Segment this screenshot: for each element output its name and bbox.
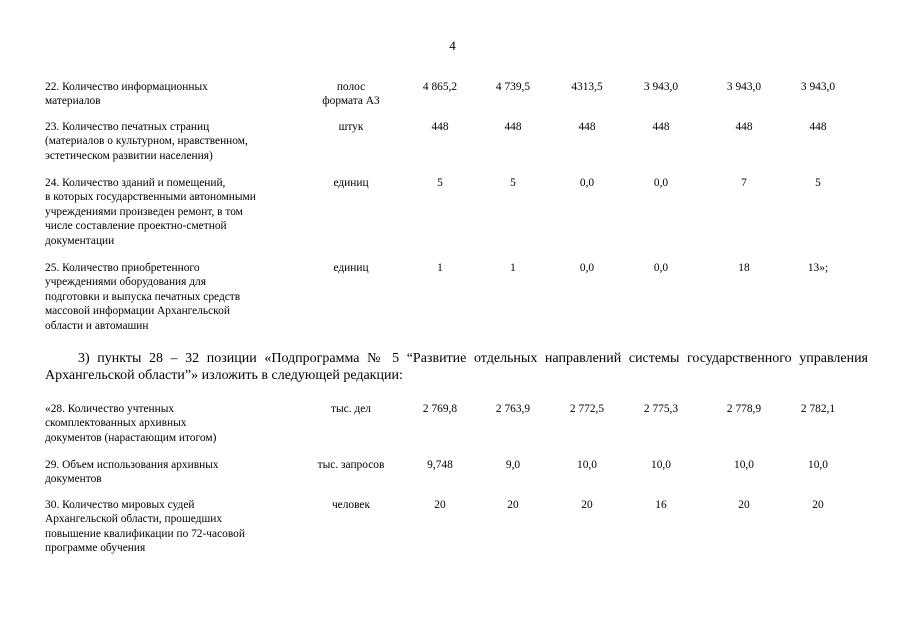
row-label: 30. Количество мировых судей Архангельской области, прошедших повышение квалификации по 72-часовой программе обучения — [45, 499, 245, 555]
row-value: 3 943,0 — [726, 81, 762, 93]
row-value: 2 769,8 — [422, 403, 458, 415]
row-value: 20 — [738, 499, 750, 511]
row-label: 24. Количество зданий и помещений, в которых государственными автономными учреждениями произведен ремонт, в том числе составление проектно-сметной документации — [45, 177, 256, 247]
row-value: 20 — [434, 499, 446, 511]
row-value: 448 — [431, 121, 449, 133]
page-number: 4 — [449, 38, 456, 53]
row-value: 20 — [812, 499, 824, 511]
row-value: 0,0 — [579, 262, 595, 274]
row-value: 10,0 — [808, 459, 828, 471]
row-unit: единиц — [333, 177, 369, 189]
row-value: 16 — [655, 499, 667, 511]
row-value: 0,0 — [653, 177, 669, 189]
row-label: «28. Количество учтенных скомплектованных архивных документов (нарастающим итогом) — [45, 403, 217, 444]
row-value: 3 943,0 — [800, 81, 836, 93]
row-label: 25. Количество приобретенного учреждениями оборудования для подготовки и выпуска печатных средств массовой информации Архангельской области и автомашин — [45, 262, 241, 332]
row-value: 1 — [510, 262, 516, 274]
row-value: 5 — [510, 177, 516, 189]
row-value: 0,0 — [653, 262, 669, 274]
row-value: 5 — [815, 177, 821, 189]
row-unit: тыс. запросов — [317, 459, 385, 471]
row-value: 9,0 — [505, 459, 521, 471]
row-value: 7 — [741, 177, 747, 189]
amendment-paragraph: 3) пункты 28 – 32 позиции «Подпрограмма № 5 “Развитие отдельных направлений системы государственного управления Архангельской области”» изложить в следующей редакции: — [45, 351, 868, 383]
row-value: 0,0 — [579, 177, 595, 189]
row-unit: человек — [331, 499, 371, 511]
row-value: 10,0 — [577, 459, 597, 471]
row-label: 23. Количество печатных страниц (материалов о культурном, нравственном, эстетическом развитии населения) — [45, 121, 248, 162]
row-unit: полос формата А3 — [322, 81, 380, 108]
row-value: 2 778,9 — [726, 403, 762, 415]
row-value: 448 — [578, 121, 596, 133]
row-unit: штук — [338, 121, 364, 133]
row-value: 448 — [652, 121, 670, 133]
row-value: 4 865,2 — [422, 81, 458, 93]
row-unit: тыс. дел — [331, 403, 371, 415]
row-value: 13»; — [807, 262, 829, 274]
row-value: 9,748 — [427, 459, 453, 471]
row-value: 4313,5 — [571, 81, 603, 93]
row-value: 1 — [437, 262, 443, 274]
row-value: 2 775,3 — [643, 403, 679, 415]
row-unit: единиц — [333, 262, 369, 274]
row-label: 22. Количество информационных материалов — [45, 81, 208, 108]
row-value: 448 — [735, 121, 753, 133]
row-value: 20 — [581, 499, 593, 511]
row-value: 3 943,0 — [643, 81, 679, 93]
row-value: 20 — [507, 499, 519, 511]
row-value: 2 763,9 — [495, 403, 531, 415]
row-value: 5 — [437, 177, 443, 189]
row-value: 448 — [809, 121, 827, 133]
row-value: 4 739,5 — [495, 81, 531, 93]
row-value: 448 — [504, 121, 522, 133]
row-value: 10,0 — [734, 459, 754, 471]
row-label: 29. Объем использования архивных документов — [45, 459, 219, 486]
row-value: 2 772,5 — [569, 403, 605, 415]
row-value: 18 — [738, 262, 750, 274]
row-value: 2 782,1 — [800, 403, 836, 415]
row-value: 10,0 — [651, 459, 671, 471]
